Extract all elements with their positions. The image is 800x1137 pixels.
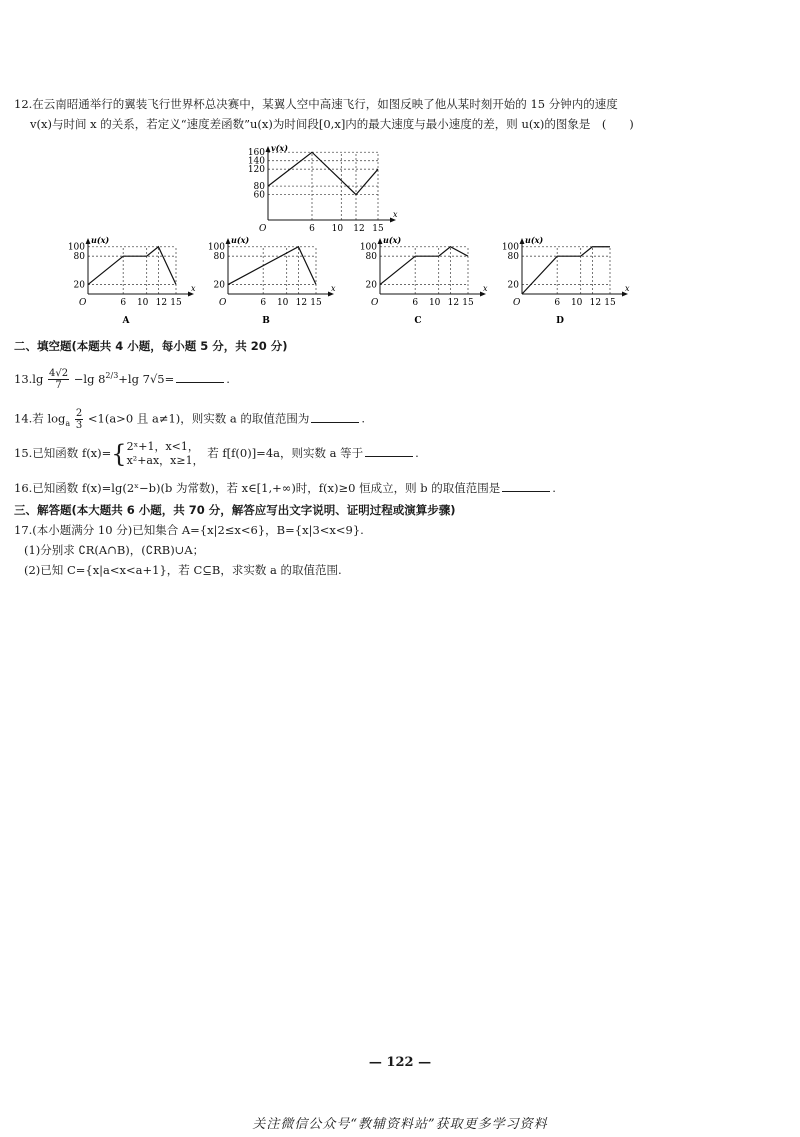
option-b-ytick-label: 20 [213,280,225,291]
q15-answer-blank[interactable] [365,445,413,457]
q15-suffix: 若 f[f(0)]=4a，则实数 a 等于 [207,446,364,460]
option-a-xtick-label: 10 [136,298,149,308]
q14-sub: a [65,418,71,428]
velocity-chart [240,140,400,235]
velocity-xtick-label: 10 [331,224,344,234]
velocity-origin: O [259,224,267,234]
option-b-origin: O [219,298,227,308]
option-c-ylabel: u(x) [383,235,402,245]
option-d-series-line [522,247,610,294]
option-b-caption: B [262,316,270,326]
velocity-xtick-label: 15 [372,224,384,234]
footer-promo: 关注微信公众号“教辅资料站”获取更多学习资料 [252,1117,548,1132]
q14-prefix: 14.若 log [14,411,66,426]
q15-case1: 2ˣ+1，x<1， [126,440,199,453]
option-a-xtick-label: 15 [170,298,182,308]
option-d-ytick-label: 80 [507,252,519,263]
velocity-xtick-label: 12 [353,224,365,234]
q14-answer-blank[interactable] [311,411,359,423]
q12-line1: 12.在云南昭通举行的翼装飞行世界杯总决赛中，某翼人空中高速飞行，如图反映了他从某时刻开始的 15 分钟内的速度 [14,97,618,111]
q17-line1: 17.(本小题满分 10 分)已知集合 A={x|2≤x<6}，B={x|3<x<9}. [14,523,364,537]
q16-text: 16.已知函数 f(x)=lg(2ˣ−b)(b 为常数)，若 x∈[1,+∞)时，f(x)≥0 恒成立，则 b 的取值范围是 [14,481,501,495]
option-b-xtick-label: 10 [276,298,289,308]
option-a-ylabel: u(x) [91,235,110,245]
section3-heading: 三、解答题(本大题共 6 小题，共 70 分，解答应写出文字说明、证明过程或演算步骤) [14,503,456,517]
q16-answer-blank[interactable] [502,480,550,492]
q16 [14,480,556,496]
q13: 13.lg $\frac{4√2}{7}$ −lg $8^{2/3}+\lg$ 7√5= . [14,368,230,392]
q15-end: . [415,446,419,460]
q15-prefix: 15.已知函数 f(x)= [14,446,112,460]
option-c-xtick-label: 12 [447,298,460,308]
q14-frac-den: 3 [75,420,83,431]
option-c-xtick-label: 10 [428,298,441,308]
velocity-ytick-label: 120 [247,165,265,176]
q15-case2: x²+ax，x≥1， [126,454,204,467]
option-a-ytick-label: 100 [67,242,85,253]
option-d-chart [494,232,634,327]
option-b-ylabel: u(x) [231,235,250,245]
q17-line3: (2)已知 C={x|a<x<a+1}，若 C⊆B，求实数 a 的取值范围. [24,563,342,577]
option-c-series-line [380,247,468,285]
q14-frac-num: 2 [75,408,83,419]
q15 [14,440,419,468]
q15-brace: { [111,440,127,468]
option-d-xlabel: x [625,284,630,293]
q16-end: . [552,481,556,495]
page-number: — 122 — [368,1055,432,1070]
option-a-xtick-label: 6 [120,298,127,308]
q12-line2: v(x)与时间 x 的关系，若定义“速度差函数”u(x)为时间段[0,x]内的最大速度与最小速度的差，则 u(x)的图象是 ( ) [30,117,634,131]
option-d-ytick-label: 20 [507,280,519,291]
q14 [14,408,365,432]
option-a-chart [60,232,200,327]
q13-prefix: 13.lg [14,371,44,386]
option-d-xtick-label: 6 [554,298,561,308]
option-d-ytick-label: 100 [501,242,519,253]
option-a-xlabel: x [191,284,196,293]
option-c-ytick-label: 80 [365,252,377,263]
option-d-xtick-label: 12 [589,298,602,308]
q13-frac-den: 7 [55,380,62,392]
option-d-xtick-label: 15 [604,298,616,308]
option-c-y-arrow [378,238,383,244]
velocity-xtick-label: 6 [309,224,315,234]
velocity-ytick-label: 140 [247,156,265,167]
option-a-y-arrow [86,238,91,244]
q13-suffix: +lg 7√5= [118,371,175,386]
option-d-xtick-label: 10 [570,298,583,308]
option-c-chart [352,232,492,327]
velocity-ylabel: v(x) [271,143,288,153]
q14-suffix: <1(a>0 且 a≠1)，则实数 a 的取值范围为 [87,411,310,426]
option-c-ytick-label: 20 [365,280,377,291]
velocity-ytick-label: 60 [253,190,265,201]
option-a-ytick-label: 80 [73,252,85,263]
option-b-xtick-label: 12 [295,298,308,308]
option-b-xtick-label: 15 [310,298,322,308]
velocity-y-arrow [266,146,271,152]
q15-cases [127,440,204,468]
option-b-series-line [228,247,316,285]
q13-fraction [48,368,69,391]
q14-fraction [75,408,83,431]
option-d-origin: O [513,298,521,308]
velocity-xlabel: x [393,210,398,219]
option-a-xtick-label: 12 [155,298,168,308]
option-d-ylabel: u(x) [525,235,544,245]
section2-heading: 二、填空题(本题共 4 小题，每小题 5 分，共 20 分) [14,339,288,353]
option-c-ytick-label: 100 [359,242,377,253]
option-a-caption: A [122,316,130,326]
option-c-xtick-label: 6 [412,298,419,308]
q17-line2: (1)分别求 ∁R(A∩B)，(∁RB)∪A； [24,543,205,557]
option-a-ytick-label: 20 [73,280,85,291]
velocity-series-line [268,152,378,194]
option-c-xlabel: x [483,284,488,293]
option-c-xtick-label: 15 [462,298,474,308]
option-b-xtick-label: 6 [260,298,267,308]
option-a-origin: O [79,298,87,308]
option-d-caption: D [556,316,564,326]
option-b-ytick-label: 100 [207,242,225,253]
q13-answer-blank[interactable] [176,371,224,383]
option-d-y-arrow [520,238,525,244]
option-c-caption: C [414,316,422,326]
q13-exponent: 2/3 [105,371,119,380]
option-b-chart [200,232,340,327]
q13-mid: −lg 8 [73,371,106,386]
velocity-ytick-label: 80 [253,182,265,193]
velocity-ytick-label: 160 [247,148,265,159]
option-a-series-line [88,247,176,285]
q13-frac-num: 4√2 [49,368,69,380]
q14-end: . [361,411,366,426]
option-b-xlabel: x [331,284,336,293]
option-b-y-arrow [226,238,231,244]
option-b-ytick-label: 80 [213,252,225,263]
option-c-origin: O [371,298,379,308]
